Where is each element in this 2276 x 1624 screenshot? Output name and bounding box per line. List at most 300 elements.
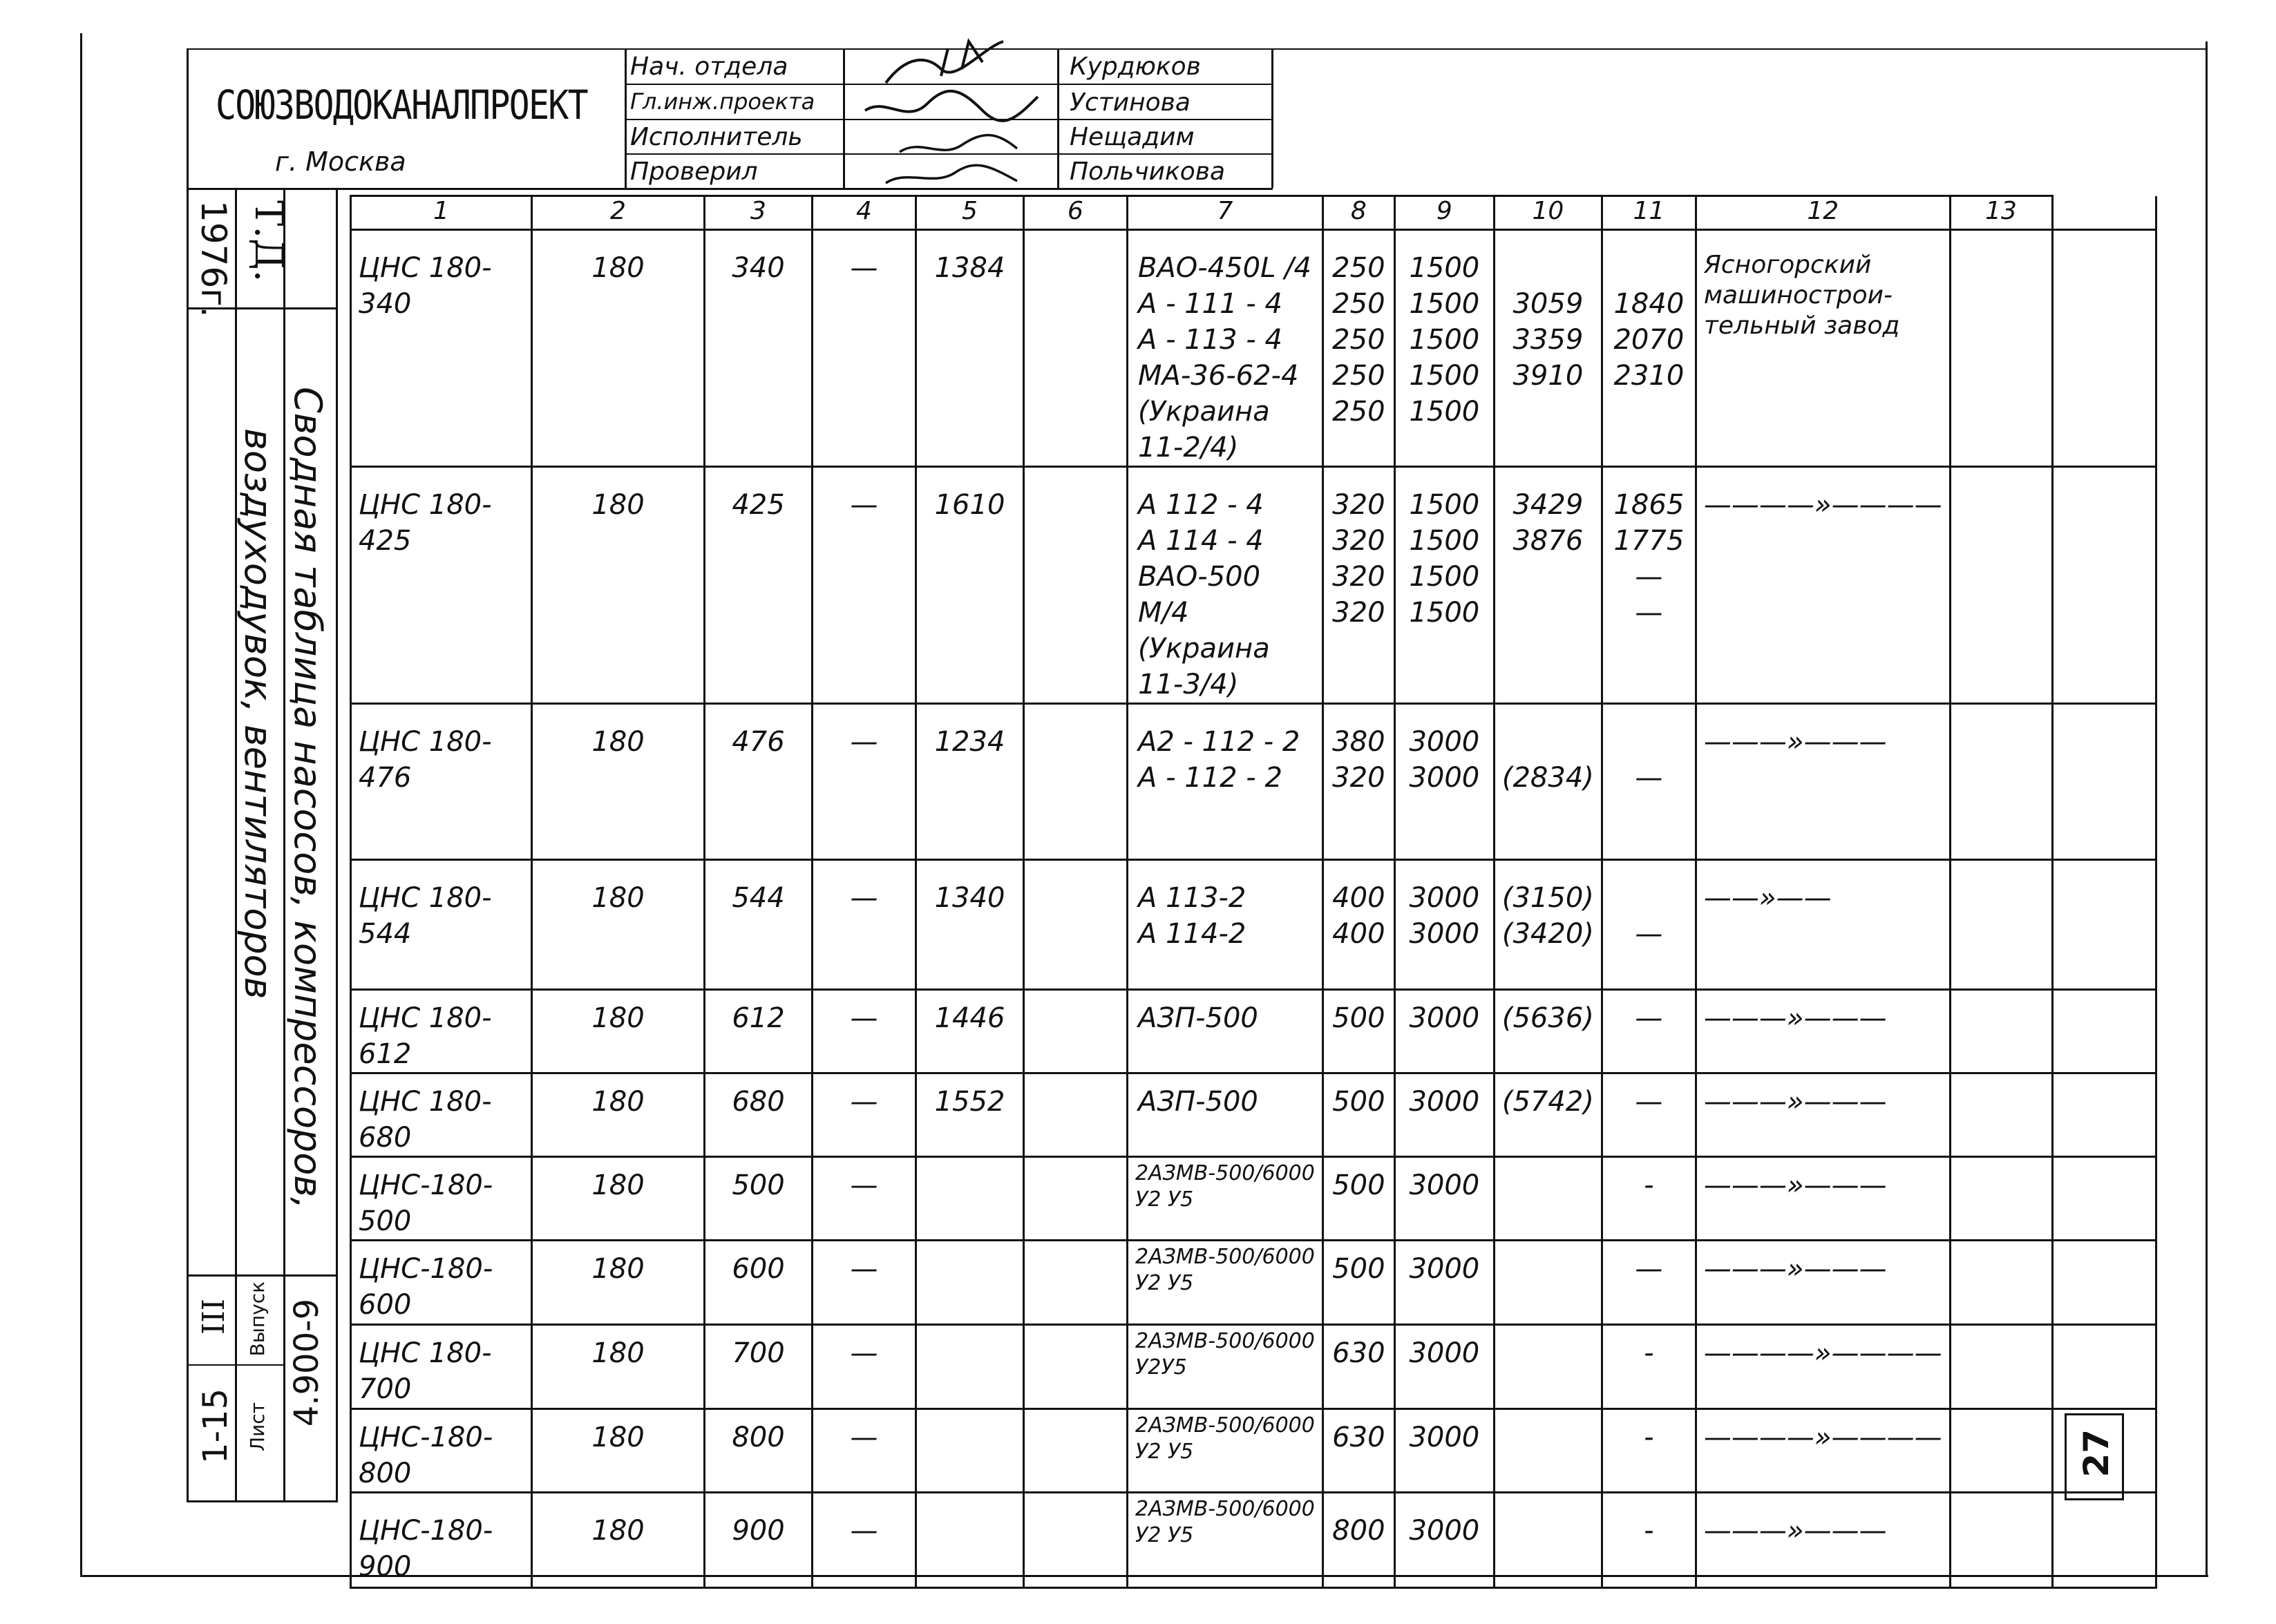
- organization-name: СОЮЗВОДОКАНАЛПРОЕКТ: [216, 82, 587, 128]
- col-8-value-text: 380 320: [1332, 726, 1385, 794]
- col-12-value: [1696, 230, 1950, 467]
- pump-model: [351, 1493, 532, 1588]
- col-11-value-text: —: [1635, 1002, 1663, 1034]
- col-12-value-text: ———»———: [1703, 1002, 1887, 1034]
- col-2-value-text: 180: [591, 1422, 645, 1453]
- col-2-value-text: 180: [591, 1337, 645, 1369]
- table-row: [351, 1241, 2156, 1325]
- col-5-value: [916, 704, 1024, 860]
- col-3-value: [705, 1493, 813, 1588]
- col-12-value-text: ———»———: [1703, 1515, 1887, 1547]
- document-title: Сводная таблица насосов, компрессоров,: [286, 387, 330, 1210]
- blank-margin: [2052, 1157, 2156, 1241]
- col-header: 9: [1394, 196, 1494, 230]
- motor-model-text: 2АЗМВ-500/6000 У2 У5: [1135, 1245, 1315, 1295]
- col-8-value: [1322, 230, 1394, 467]
- col-5-value: [916, 1157, 1024, 1241]
- col-5-value-text: [917, 1158, 1023, 1167]
- col-5-value-text: 1446: [934, 1002, 1005, 1034]
- table-row: [351, 1073, 2156, 1157]
- col-12-value-text: Ясногорский машинострои- тельный завод: [1703, 251, 1900, 340]
- col-10-value: [1494, 990, 1602, 1073]
- pump-model-text: ЦНС-180-800: [359, 1422, 493, 1489]
- blank-margin: [2052, 990, 2156, 1073]
- col-4-value-text: —: [850, 252, 878, 284]
- col-5-value: [916, 230, 1024, 467]
- col-11-value-text: 1865 1775 — —: [1613, 489, 1685, 629]
- col-4-value-text: —: [850, 1086, 878, 1118]
- motor-model: [1128, 860, 1323, 990]
- col-5-value: [916, 1241, 1024, 1325]
- col-10-value: [1494, 1241, 1602, 1325]
- col-4-value: [813, 1073, 916, 1157]
- col-3-value-text: 340: [732, 252, 785, 284]
- col-2-value: [532, 230, 705, 467]
- pump-model: [351, 860, 532, 990]
- table-row: [351, 1409, 2156, 1493]
- motor-model: [1128, 1073, 1323, 1157]
- col-12-value: [1696, 990, 1950, 1073]
- col-header: 3: [705, 196, 813, 230]
- col-2-value-text: 180: [591, 1169, 645, 1201]
- col-11-value: [1602, 1409, 1696, 1493]
- col-10-value-text: (5636): [1501, 1002, 1594, 1034]
- col-10-value-text: 3059 3359 3910: [1512, 288, 1584, 392]
- col-9-value-text: 1500 1500 1500 1500: [1409, 489, 1480, 629]
- col-5-value-text: 1234: [934, 726, 1005, 758]
- blank-margin: [2052, 1241, 2156, 1325]
- col-10-value-text: [1495, 1410, 1601, 1420]
- motor-model-text: А 112 - 4 А 114 - 4 ВАО-500 М/4 (Украина 11-3/4): [1138, 489, 1270, 700]
- col-2-value: [532, 1157, 705, 1241]
- col-11-value-text: -: [1644, 1337, 1654, 1369]
- col-3-value-text: 612: [732, 1002, 785, 1034]
- col-11-value-text: -: [1644, 1515, 1654, 1547]
- pump-model: [351, 1073, 532, 1157]
- col-8-value-text: 630: [1332, 1422, 1385, 1453]
- col-10-value-text: [1495, 1241, 1601, 1251]
- blank-margin: [2052, 704, 2156, 860]
- col-9-value: [1394, 704, 1494, 860]
- col-10-value: [1494, 1409, 1602, 1493]
- col-6-value: [1024, 990, 1128, 1073]
- pump-model-text: ЦНС 180-700: [359, 1337, 492, 1405]
- col-9-value: [1394, 1073, 1494, 1157]
- col-13-value: [1950, 860, 2052, 990]
- frame-left: [80, 33, 82, 1575]
- motor-model: [1128, 704, 1323, 860]
- col-5-value: [916, 1493, 1024, 1588]
- col-13-value: [1950, 1157, 2052, 1241]
- col-13-value: [1950, 1409, 2052, 1493]
- col-3-value: [705, 990, 813, 1073]
- col-10-value-text: 3429 3876: [1512, 489, 1584, 557]
- blank-margin: [2052, 230, 2156, 467]
- col-13-value: [1950, 467, 2052, 704]
- col-3-value-text: 600: [732, 1253, 785, 1285]
- col-11-value-text: —: [1635, 918, 1663, 950]
- col-12-value-text: ——»——: [1703, 882, 1832, 914]
- col-4-value: [813, 860, 916, 990]
- col-3-value-text: 425: [732, 489, 785, 521]
- motor-model-text: АЗП-500: [1138, 1086, 1258, 1118]
- person-name: Польчикова: [1070, 157, 1226, 186]
- col-6-value: [1024, 230, 1128, 467]
- col-header: 12: [1696, 196, 1950, 230]
- col-13-value: [1950, 1241, 2052, 1325]
- table-row: [351, 990, 2156, 1073]
- col-9-value-text: 3000 3000: [1409, 882, 1480, 950]
- col-12-value-text: ———»———: [1703, 1253, 1887, 1285]
- col-11-value: [1602, 1073, 1696, 1157]
- col-6-value: [1024, 704, 1128, 860]
- code-label: Т.Д.: [246, 200, 291, 283]
- col-header: 7: [1128, 196, 1323, 230]
- col-6-value: [1024, 467, 1128, 704]
- col-8-value: [1322, 990, 1394, 1073]
- table-header-row: [351, 196, 2156, 230]
- col-10-value-text: [1495, 1158, 1601, 1167]
- col-3-value-text: 476: [732, 726, 785, 758]
- year-label: 1976г.: [193, 200, 234, 318]
- series-number: 4.900-9: [287, 1299, 326, 1427]
- col-6-value: [1024, 860, 1128, 990]
- frame-right: [2206, 41, 2208, 1576]
- col-10-value-text: [1495, 1326, 1601, 1335]
- col-header: 13: [1950, 196, 2052, 230]
- col-8-value: [1322, 467, 1394, 704]
- col-3-value-text: 700: [732, 1337, 785, 1369]
- table-row: [351, 1325, 2156, 1409]
- col-11-value: [1602, 704, 1696, 860]
- col-2-value: [532, 1409, 705, 1493]
- person-name: Нещадим: [1070, 123, 1195, 151]
- col-3-value: [705, 704, 813, 860]
- col-4-value: [813, 230, 916, 467]
- motor-model-text: А2 - 112 - 2 А - 112 - 2: [1138, 726, 1300, 794]
- col-13-value: [1950, 990, 2052, 1073]
- motor-model: [1128, 990, 1323, 1073]
- col-5-value-text: 1552: [934, 1086, 1005, 1118]
- col-9-value: [1394, 860, 1494, 990]
- pump-model-text: ЦНС 180-476: [359, 726, 492, 794]
- col-8-value-text: 250 250 250 250 250: [1332, 252, 1385, 428]
- col-12-value: [1696, 1157, 1950, 1241]
- col-3-value-text: 544: [732, 882, 785, 914]
- motor-model: [1128, 1325, 1323, 1409]
- col-11-value: [1602, 467, 1696, 704]
- col-5-value-text: [917, 1241, 1023, 1251]
- col-4-value-text: —: [850, 1002, 878, 1034]
- role-label: Проверил: [630, 157, 758, 186]
- col-12-value: [1696, 860, 1950, 990]
- col-header: 11: [1602, 196, 1696, 230]
- motor-model-text: 2АЗМВ-500/6000 У2 У5: [1135, 1161, 1315, 1212]
- col-2-value: [532, 467, 705, 704]
- col-13-value: [1950, 1073, 2052, 1157]
- col-2-value: [532, 1493, 705, 1588]
- col-2-value-text: 180: [591, 1086, 645, 1118]
- col-11-value-text: -: [1644, 1169, 1654, 1201]
- blank-margin: [2052, 1073, 2156, 1157]
- col-6-value: [1024, 1325, 1128, 1409]
- col-2-value: [532, 1073, 705, 1157]
- col-2-value: [532, 990, 705, 1073]
- pump-model-text: ЦНС 180-680: [359, 1086, 492, 1154]
- col-2-value-text: 180: [591, 252, 645, 284]
- table-row: [351, 704, 2156, 860]
- motor-model-text: 2АЗМВ-500/6000 У2У5: [1135, 1329, 1315, 1379]
- col-3-value: [705, 1409, 813, 1493]
- col-13-value: [1950, 1325, 2052, 1409]
- blank-margin: [2052, 1325, 2156, 1409]
- col-12-value: [1696, 1073, 1950, 1157]
- col-3-value-text: 500: [732, 1169, 785, 1201]
- role-label: Нач. отдела: [630, 52, 788, 81]
- col-8-value-text: 500: [1332, 1253, 1385, 1285]
- role-label: Гл.инж.проекта: [630, 88, 815, 115]
- col-2-value: [532, 1325, 705, 1409]
- col-10-value: [1494, 860, 1602, 990]
- motor-model-text: 2АЗМВ-500/6000 У2 У5: [1135, 1413, 1315, 1464]
- col-4-value-text: —: [850, 1169, 878, 1201]
- blank-margin: [2052, 196, 2156, 230]
- motor-model: [1128, 467, 1323, 704]
- col-12-value-text: ————»————: [1703, 489, 1942, 521]
- table-row: [351, 1157, 2156, 1241]
- pump-model-text: ЦНС-180-900: [359, 1515, 493, 1583]
- col-5-value: [916, 860, 1024, 990]
- col-6-value: [1024, 1073, 1128, 1157]
- col-header: 4: [813, 196, 916, 230]
- blank-margin: [2052, 860, 2156, 990]
- col-9-value-text: 3000: [1409, 1169, 1480, 1201]
- pump-model-text: ЦНС-180-600: [359, 1253, 493, 1321]
- motor-model-text: 2АЗМВ-500/6000 У2 У5: [1135, 1497, 1315, 1547]
- motor-model-text: А 113-2 А 114-2: [1138, 882, 1246, 950]
- col-12-value: [1696, 704, 1950, 860]
- col-10-value-text: (5742): [1501, 1086, 1594, 1118]
- col-header: 5: [916, 196, 1024, 230]
- person-name: Курдюков: [1070, 52, 1201, 81]
- pump-model-text: ЦНС-180-500: [359, 1169, 493, 1237]
- col-9-value: [1394, 1325, 1494, 1409]
- col-2-value: [532, 860, 705, 990]
- col-4-value: [813, 1409, 916, 1493]
- col-3-value: [705, 1073, 813, 1157]
- col-4-value: [813, 1157, 916, 1241]
- col-11-value: [1602, 1157, 1696, 1241]
- col-9-value: [1394, 1409, 1494, 1493]
- pump-model: [351, 704, 532, 860]
- motor-model: [1128, 1157, 1323, 1241]
- col-10-value-text: [1495, 1493, 1601, 1513]
- col-header: 2: [532, 196, 705, 230]
- col-9-value-text: 3000: [1409, 1515, 1480, 1547]
- col-2-value: [532, 1241, 705, 1325]
- col-11-value: [1602, 990, 1696, 1073]
- motor-model: [1128, 230, 1323, 467]
- page-number-box: [2065, 1413, 2124, 1500]
- col-8-value: [1322, 860, 1394, 990]
- col-5-value: [916, 1325, 1024, 1409]
- motor-model-text: АЗП-500: [1138, 1002, 1258, 1034]
- col-4-value: [813, 990, 916, 1073]
- col-9-value-text: 1500 1500 1500 1500 1500: [1409, 252, 1480, 428]
- pump-model-text: ЦНС 180-340: [359, 252, 492, 320]
- col-5-value-text: 1340: [934, 882, 1005, 914]
- col-4-value-text: —: [850, 1422, 878, 1453]
- col-5-value-text: 1610: [934, 489, 1005, 521]
- blank-margin: [2052, 467, 2156, 704]
- col-12-value-text: ———»———: [1703, 1086, 1887, 1118]
- col-9-value-text: 3000 3000: [1409, 726, 1480, 794]
- table-row: [351, 1493, 2156, 1588]
- col-10-value: [1494, 467, 1602, 704]
- table-row: [351, 860, 2156, 990]
- pump-model: [351, 1325, 532, 1409]
- col-10-value: [1494, 1073, 1602, 1157]
- col-10-value: [1494, 1493, 1602, 1588]
- col-13-value: [1950, 1493, 2052, 1588]
- col-4-value: [813, 1493, 916, 1588]
- col-5-value-text: [917, 1410, 1023, 1420]
- col-10-value: [1494, 230, 1602, 467]
- pump-model: [351, 230, 532, 467]
- col-9-value-text: 3000: [1409, 1002, 1480, 1034]
- col-3-value-text: 800: [732, 1422, 785, 1453]
- col-2-value-text: 180: [591, 1002, 645, 1034]
- col-12-value-text: ————»————: [1703, 1422, 1942, 1453]
- col-12-value: [1696, 467, 1950, 704]
- pump-model: [351, 1409, 532, 1493]
- col-4-value-text: —: [850, 1515, 878, 1547]
- frame-top: [187, 48, 2207, 50]
- col-12-value: [1696, 1325, 1950, 1409]
- col-5-value: [916, 1073, 1024, 1157]
- col-2-value-text: 180: [591, 1515, 645, 1547]
- col-9-value: [1394, 1157, 1494, 1241]
- table-row: [351, 230, 2156, 467]
- col-3-value-text: 900: [732, 1515, 785, 1547]
- col-6-value: [1024, 1157, 1128, 1241]
- col-4-value: [813, 704, 916, 860]
- col-8-value-text: 630: [1332, 1337, 1385, 1369]
- col-9-value: [1394, 1493, 1494, 1588]
- col-4-value-text: —: [850, 726, 878, 758]
- col-2-value-text: 180: [591, 1253, 645, 1285]
- col-2-value-text: 180: [591, 726, 645, 758]
- col-3-value: [705, 230, 813, 467]
- col-8-value: [1322, 1325, 1394, 1409]
- col-11-value-text: 1840 2070 2310: [1613, 288, 1685, 392]
- col-2-value-text: 180: [591, 882, 645, 914]
- col-5-value-text: [917, 1493, 1023, 1513]
- col-8-value-text: 500: [1332, 1086, 1385, 1118]
- col-4-value: [813, 1325, 916, 1409]
- motor-model-text: ВАО-450L /4 А - 111 - 4 А - 113 - 4 МА-36-62-4 (Украина 11-2/4): [1138, 252, 1311, 464]
- col-4-value-text: —: [850, 489, 878, 521]
- col-header: 8: [1322, 196, 1394, 230]
- col-header: 1: [351, 196, 532, 230]
- col-9-value: [1394, 1241, 1494, 1325]
- col-13-value: [1950, 230, 2052, 467]
- col-9-value-text: 3000: [1409, 1253, 1480, 1285]
- col-9-value-text: 3000: [1409, 1422, 1480, 1453]
- col-11-value-text: —: [1635, 1086, 1663, 1118]
- col-3-value: [705, 1157, 813, 1241]
- col-12-value: [1696, 1409, 1950, 1493]
- col-10-value: [1494, 704, 1602, 860]
- pump-model-text: ЦНС 180-612: [359, 1002, 492, 1070]
- col-header: 6: [1024, 196, 1128, 230]
- col-8-value: [1322, 704, 1394, 860]
- col-3-value: [705, 467, 813, 704]
- col-8-value: [1322, 1157, 1394, 1241]
- col-8-value: [1322, 1241, 1394, 1325]
- person-name: Устинова: [1070, 88, 1191, 117]
- col-12-value-text: ————»————: [1703, 1337, 1942, 1369]
- col-11-value: [1602, 1325, 1696, 1409]
- col-4-value-text: —: [850, 1253, 878, 1285]
- blank-margin: [2052, 1493, 2156, 1588]
- motor-model: [1128, 1409, 1323, 1493]
- col-11-value: [1602, 230, 1696, 467]
- col-8-value: [1322, 1409, 1394, 1493]
- col-8-value-text: 800: [1332, 1515, 1385, 1547]
- pump-model: [351, 467, 532, 704]
- signature-scribbles: [844, 28, 1057, 188]
- col-10-value: [1494, 1325, 1602, 1409]
- col-10-value-text: (2834): [1501, 762, 1594, 794]
- col-4-value: [813, 467, 916, 704]
- col-5-value: [916, 467, 1024, 704]
- col-9-value-text: 3000: [1409, 1337, 1480, 1369]
- col-3-value: [705, 1241, 813, 1325]
- col-12-value-text: ———»———: [1703, 726, 1887, 758]
- page-number: 27: [2076, 1429, 2116, 1478]
- col-3-value: [705, 860, 813, 990]
- col-4-value-text: —: [850, 882, 878, 914]
- col-9-value: [1394, 230, 1494, 467]
- motor-model: [1128, 1493, 1323, 1588]
- role-label: Исполнитель: [630, 123, 803, 151]
- col-8-value-text: 500: [1332, 1002, 1385, 1034]
- col-4-value-text: —: [850, 1337, 878, 1369]
- col-12-value: [1696, 1493, 1950, 1588]
- col-5-value-text: 1384: [934, 252, 1005, 284]
- col-5-value-text: [917, 1326, 1023, 1335]
- col-9-value: [1394, 467, 1494, 704]
- col-9-value-text: 3000: [1409, 1086, 1480, 1118]
- col-8-value: [1322, 1493, 1394, 1588]
- col-13-value: [1950, 704, 2052, 860]
- pump-table: [350, 195, 2157, 1589]
- col-11-value: [1602, 860, 1696, 990]
- sheet-number: 1-15: [196, 1388, 235, 1464]
- col-11-value: [1602, 1241, 1696, 1325]
- col-9-value: [1394, 990, 1494, 1073]
- col-8-value-text: 400 400: [1332, 882, 1385, 950]
- pump-model: [351, 1157, 532, 1241]
- col-10-value: [1494, 1157, 1602, 1241]
- col-11-value-text: -: [1644, 1422, 1654, 1453]
- col-3-value: [705, 1325, 813, 1409]
- col-12-value-text: ———»———: [1703, 1169, 1887, 1201]
- col-5-value: [916, 1409, 1024, 1493]
- col-11-value-text: —: [1635, 1253, 1663, 1285]
- col-5-value: [916, 990, 1024, 1073]
